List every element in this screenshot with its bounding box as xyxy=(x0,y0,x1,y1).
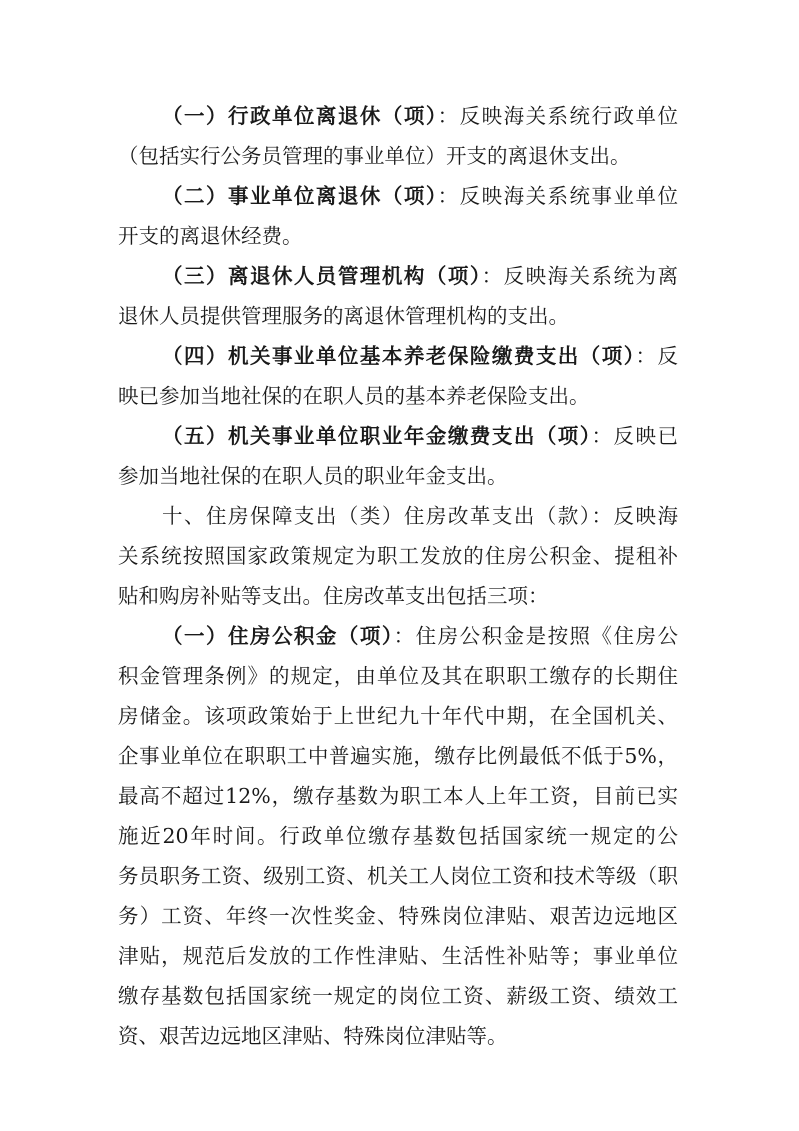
paragraph-2-line-1 xyxy=(162,176,678,216)
paragraph-5-heading: （五）机关事业单位职业年金缴费支出（项） xyxy=(162,424,592,448)
paragraph-7-line-8: 务）工资、年终一次性奖金、特殊岗位津贴、艰苦边远地区 xyxy=(118,904,678,928)
paragraph-7-line-4: 企事业单位在职职工中普遍实施，缴存比例最低不低于5%， xyxy=(118,744,678,768)
paragraph-7-line-10: 缴存基数包括国家统一规定的岗位工资、薪级工资、绩效工 xyxy=(118,984,678,1008)
paragraph-7-line-6: 施近20年时间。行政单位缴存基数包括国家统一规定的公 xyxy=(118,824,678,848)
paragraph-3-heading: （三）离退休人员管理机构（项） xyxy=(162,264,482,288)
paragraph-4-text: ：反 xyxy=(635,344,679,368)
paragraph-4-line-1 xyxy=(162,336,678,376)
paragraph-7-line-2: 积金管理条例》的规定，由单位及其在职职工缴存的长期住 xyxy=(118,664,678,688)
paragraph-5-line-1 xyxy=(162,416,678,456)
paragraph-7-line-9: 津贴，规范后发放的工作性津贴、生活性补贴等；事业单位 xyxy=(118,944,678,968)
paragraph-6-line-3: 贴和购房补贴等支出。住房改革支出包括三项： xyxy=(118,584,549,608)
paragraph-7-line-5: 最高不超过12%，缴存基数为职工本人上年工资，目前已实 xyxy=(118,784,678,808)
paragraph-5-line-2: 参加当地社保的在职人员的职业年金支出。 xyxy=(118,464,508,488)
paragraph-1-line-1 xyxy=(162,96,678,136)
paragraph-6-line-1: 十、住房保障支出（类）住房改革支出（款）：反映海 xyxy=(162,504,678,528)
paragraph-2-text: ：反映海关系统事业单位 xyxy=(437,184,679,208)
paragraph-7-line-3: 房储金。该项政策始于上世纪九十年代中期，在全国机关、 xyxy=(118,704,678,728)
paragraph-7-line-7: 务员职务工资、级别工资、机关工人岗位工资和技术等级（职 xyxy=(118,864,678,888)
paragraph-2-heading: （二）事业单位离退休（项） xyxy=(162,184,438,208)
paragraph-4-line-2: 映已参加当地社保的在职人员的基本养老保险支出。 xyxy=(118,384,590,408)
paragraph-7-line-11: 资、艰苦边远地区津贴、特殊岗位津贴等。 xyxy=(118,1024,508,1048)
paragraph-1-text: ：反映海关系统行政单位 xyxy=(437,104,679,128)
paragraph-1-line-2: （包括实行公务员管理的事业单位）开支的离退休支出。 xyxy=(118,144,631,168)
paragraph-2-line-2: 开支的离退休经费。 xyxy=(118,224,303,248)
paragraph-3-line-2: 退休人员提供管理服务的离退休管理机构的支出。 xyxy=(118,304,569,328)
paragraph-4-heading: （四）机关事业单位基本养老保险缴费支出（项） xyxy=(162,344,636,368)
paragraph-7-heading: （一）住房公积金（项） xyxy=(162,624,394,648)
paragraph-7-text: ：住房公积金是按照《住房公 xyxy=(393,624,679,648)
paragraph-3-line-1 xyxy=(162,256,678,296)
paragraph-6-line-2: 关系统按照国家政策规定为职工发放的住房公积金、提租补 xyxy=(118,544,678,568)
paragraph-1-heading: （一）行政单位离退休（项） xyxy=(162,104,438,128)
paragraph-7-line-1 xyxy=(162,616,678,656)
paragraph-5-text: ：反映已 xyxy=(591,424,678,448)
paragraph-3-text: ：反映海关系统为离 xyxy=(481,264,679,288)
